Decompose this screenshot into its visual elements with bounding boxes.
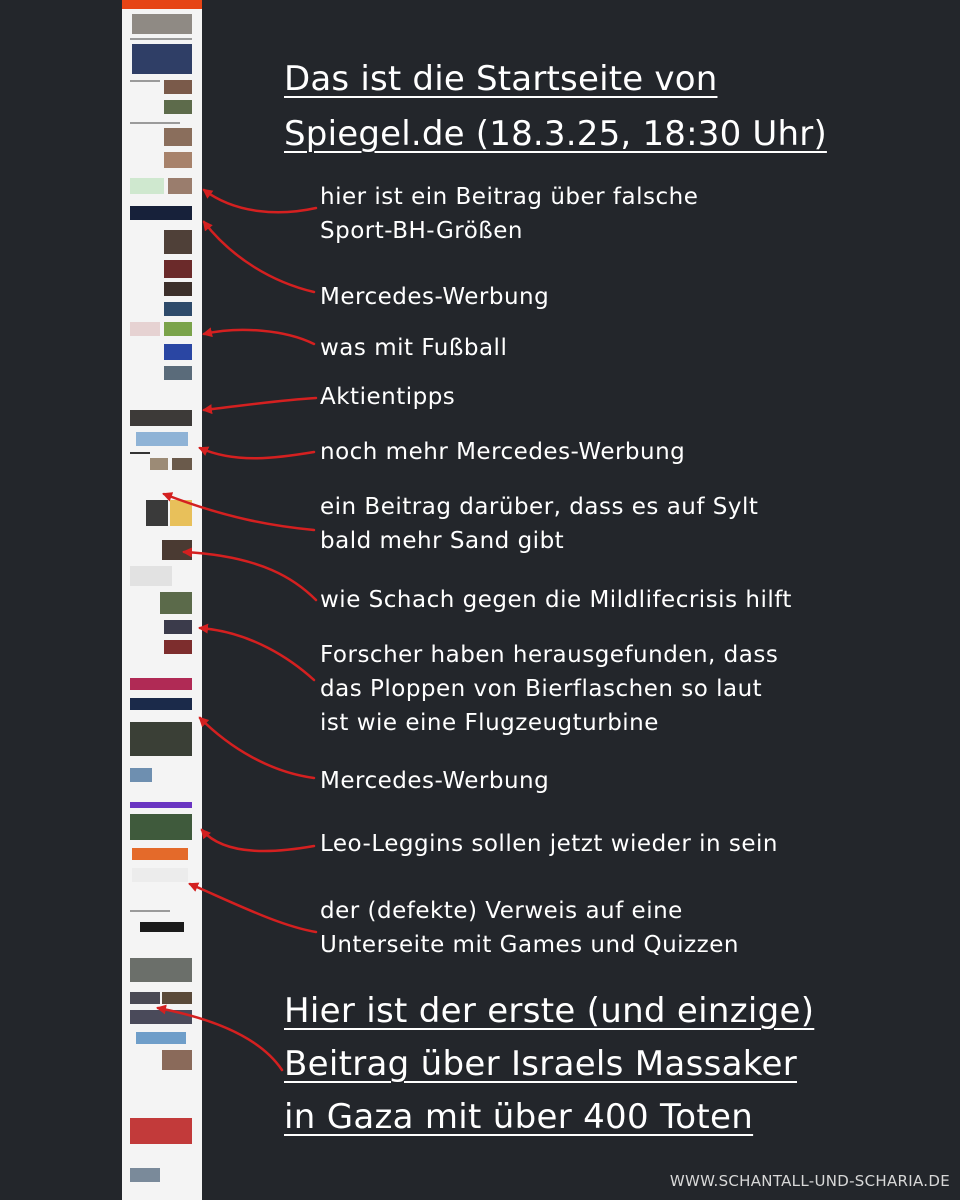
note-line: Mercedes-Werbung [320, 284, 550, 310]
games-quiz-link [132, 868, 188, 882]
news-thumbnail [164, 260, 192, 278]
note-chess [320, 583, 920, 617]
arrow-beer [200, 628, 314, 680]
arrow-mercedes-2 [200, 448, 314, 458]
news-thumbnail [130, 410, 192, 426]
arrow-sport-bh [204, 190, 316, 212]
news-thumbnail [130, 1168, 160, 1182]
note-line: das Ploppen von Bierflaschen so laut [320, 676, 763, 702]
arrow-chess [184, 552, 316, 600]
note-line: ein Beitrag darüber, dass es auf Sylt [320, 494, 759, 520]
arrow-football [204, 330, 314, 344]
site-footer: WWW.SCHANTALL-UND-SCHARIA.DE [669, 1172, 950, 1190]
note-line: bald mehr Sand gibt [320, 528, 565, 554]
note-mercedes-1 [320, 280, 920, 314]
news-thumbnail [162, 1050, 192, 1070]
news-thumbnail [160, 592, 192, 614]
note-line: Unterseite mit Games und Quizzen [320, 932, 739, 958]
news-thumbnail [164, 302, 192, 316]
note-line: wie Schach gegen die Mildlifecrisis hilft [320, 587, 792, 613]
spiegel-header-bar [122, 0, 202, 9]
news-thumbnail [164, 80, 192, 94]
news-thumbnail [164, 128, 192, 146]
news-thumbnail [164, 100, 192, 114]
games-quiz-teaser [132, 848, 188, 860]
statement-line: Beitrag über Israels Massaker [284, 1044, 798, 1084]
news-thumbnail [130, 958, 192, 982]
note-sylt [320, 490, 920, 558]
news-thumbnail [150, 458, 168, 470]
note-line: der (defekte) Verweis auf eine [320, 898, 683, 924]
note-games-quiz [320, 894, 920, 962]
page-title [284, 52, 924, 162]
note-line: Forscher haben herausgefunden, dass [320, 642, 779, 668]
news-thumbnail [136, 1032, 186, 1044]
gaza-teaser [130, 1010, 192, 1024]
chess-teaser [162, 540, 192, 560]
screenshot-strip [122, 0, 202, 1200]
news-thumbnail [140, 922, 184, 932]
note-line: was mit Fußball [320, 335, 508, 361]
news-thumbnail [170, 500, 192, 526]
arrow-mercedes-1 [204, 222, 314, 292]
sport-bh-teaser [130, 178, 164, 194]
news-thumbnail [130, 1118, 192, 1144]
note-line: ist wie eine Flugzeugturbine [320, 710, 659, 736]
promo-banner [130, 802, 192, 808]
note-leo-leggins [320, 827, 920, 861]
arrow-mercedes-3 [200, 718, 314, 778]
news-thumbnail [168, 178, 192, 194]
note-mercedes-2 [320, 435, 920, 469]
title-line-1: Das ist die Startseite von [284, 59, 718, 99]
news-thumbnail [164, 152, 192, 168]
mercedes-ad [130, 206, 192, 220]
football-teaser [130, 322, 160, 336]
news-thumbnail [132, 44, 192, 74]
sylt-teaser [146, 500, 168, 526]
note-line: hier ist ein Beitrag über falsche [320, 184, 699, 210]
beer-bottle-teaser [164, 620, 192, 634]
news-thumbnail [130, 992, 160, 1004]
note-football [320, 331, 920, 365]
note-beer-bottles [320, 638, 920, 740]
news-thumbnail [164, 640, 192, 654]
stock-tips-teaser [164, 344, 192, 360]
news-thumbnail [164, 322, 192, 336]
leo-leggins-teaser [130, 814, 192, 840]
arrow-leo [202, 830, 314, 851]
news-thumbnail [130, 678, 192, 690]
news-thumbnail [132, 14, 192, 34]
note-sport-bh [320, 180, 920, 248]
note-line: Sport-BH-Größen [320, 218, 523, 244]
mercedes-ad-3 [130, 698, 192, 710]
arrow-stock-tips [204, 398, 316, 410]
note-line: noch mehr Mercedes-Werbung [320, 439, 686, 465]
note-line: Aktientipps [320, 384, 456, 410]
news-thumbnail [172, 458, 192, 470]
news-thumbnail [164, 366, 192, 380]
title-line-2: Spiegel.de (18.3.25, 18:30 Uhr) [284, 114, 827, 154]
placeholder-box [130, 566, 172, 586]
gaza-statement [284, 985, 934, 1144]
news-thumbnail [162, 992, 192, 1004]
news-thumbnail [130, 768, 152, 782]
statement-line: Hier ist der erste (und einzige) [284, 991, 815, 1031]
statement-line: in Gaza mit über 400 Toten [284, 1097, 754, 1137]
note-stock-tips [320, 380, 920, 414]
arrow-games [190, 884, 316, 932]
mercedes-ad-2 [136, 432, 188, 446]
note-line: Mercedes-Werbung [320, 768, 550, 794]
news-thumbnail [164, 282, 192, 296]
note-line: Leo-Leggins sollen jetzt wieder in sein [320, 831, 778, 857]
news-thumbnail [164, 230, 192, 254]
note-mercedes-3 [320, 764, 920, 798]
news-thumbnail [130, 722, 192, 756]
